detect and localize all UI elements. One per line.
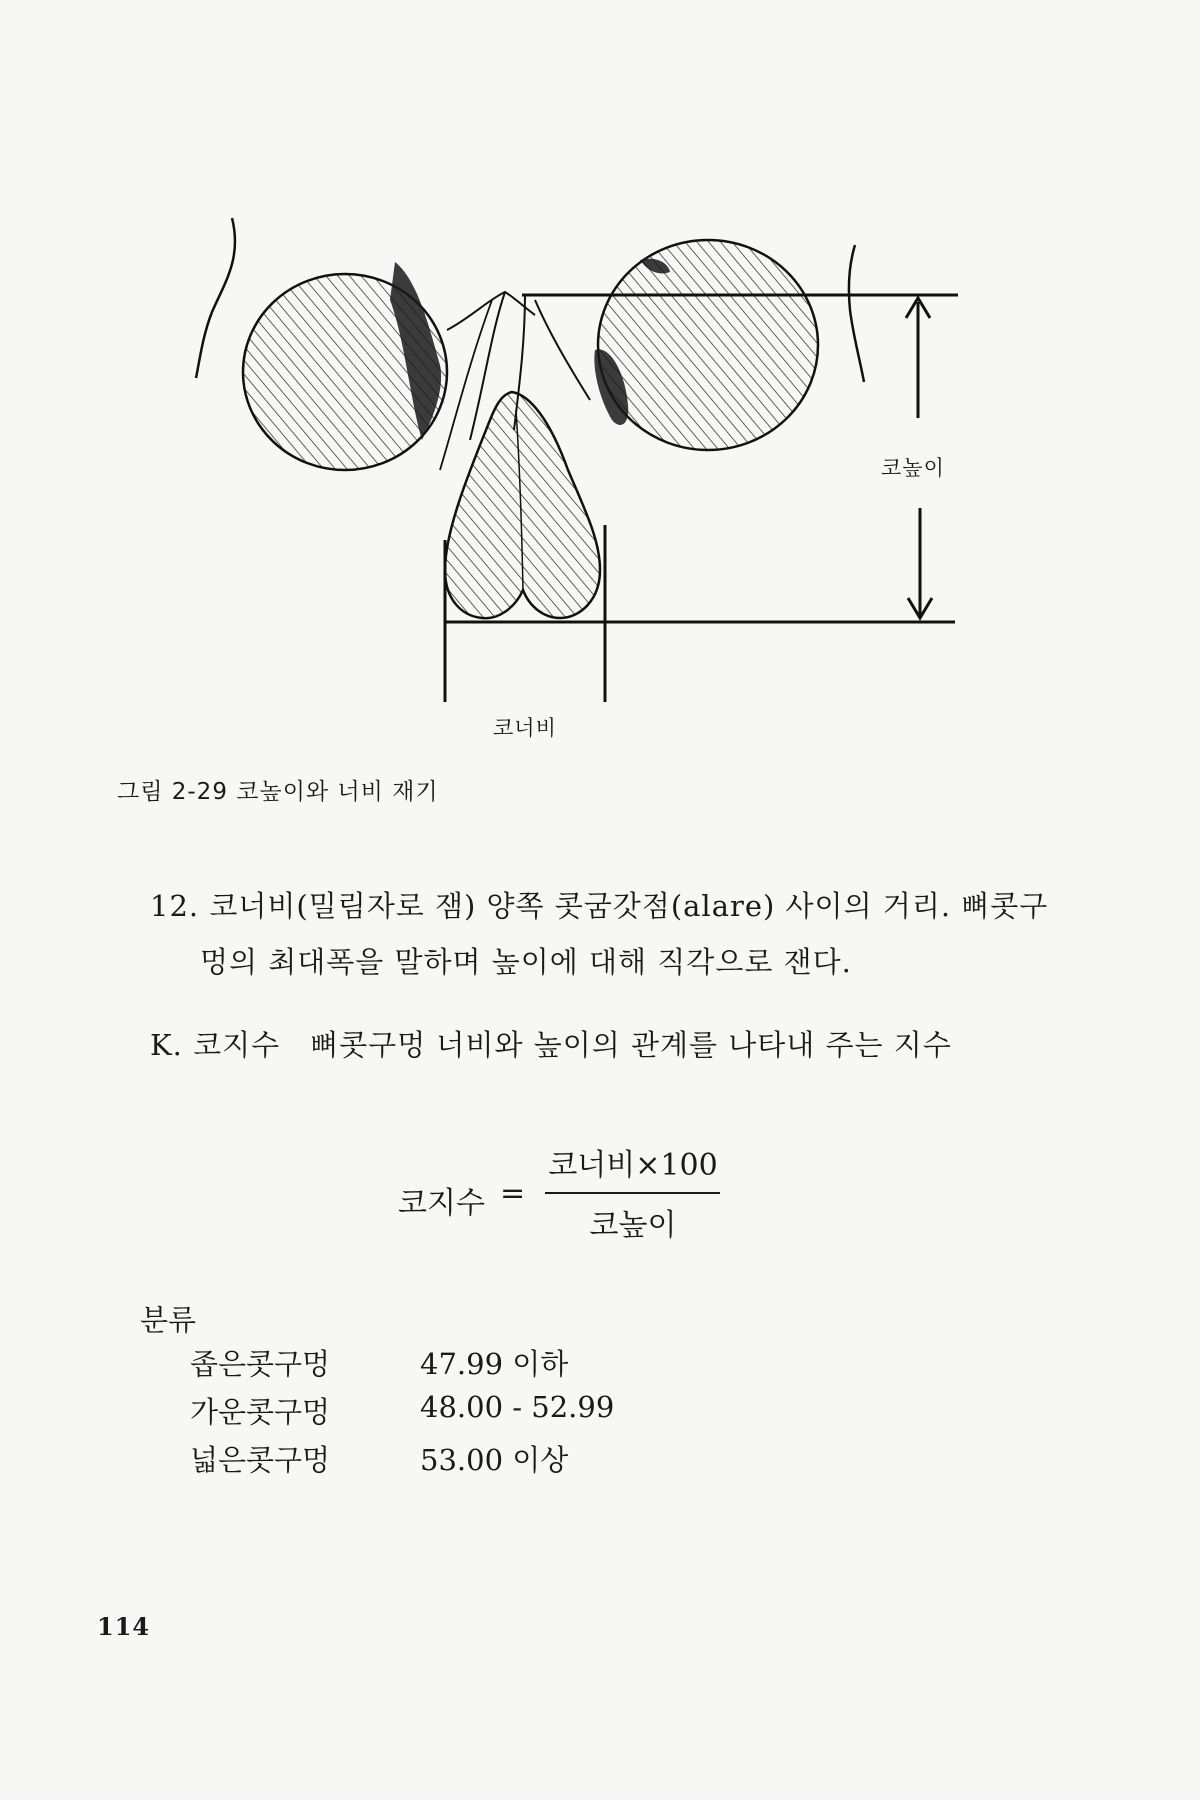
classification-range: 47.99 이하 xyxy=(420,1347,569,1381)
figure-caption: 그림 2-29 코높이와 너비 재기 xyxy=(117,779,439,805)
skull-nose-diagram xyxy=(0,0,1200,760)
right-skull-contour xyxy=(849,245,864,382)
classification-name: 가운콧구멍 xyxy=(190,1395,331,1429)
nose-measurement-figure xyxy=(0,0,1200,760)
classification-name: 좁은콧구멍 xyxy=(190,1347,331,1381)
item-12-line2: 멍의 최대폭을 말하며 높이에 대해 직각으로 잰다. xyxy=(200,945,852,979)
left-skull-contour xyxy=(196,218,235,378)
formula-equals: = xyxy=(500,1176,526,1211)
nose-width-label: 코너비 xyxy=(493,716,557,740)
section-k-label: K. 코지수 xyxy=(150,1028,281,1062)
item-12-line1: 코너비(밀림자로 잼) 양쪽 콧굼갓점(alare) 사이의 거리. 뼈콧구 xyxy=(209,889,1049,923)
classification-heading: 분류 xyxy=(140,1303,197,1337)
formula-denominator: 코높이 xyxy=(589,1208,677,1243)
right-orbit xyxy=(598,240,818,450)
formula-numerator: 코너비×100 xyxy=(548,1148,718,1183)
item-12-number: 12. xyxy=(150,889,200,923)
item-12-paragraph xyxy=(150,878,1050,990)
nasal-index-formula xyxy=(0,1140,1200,1250)
page-number: 114 xyxy=(97,1612,151,1641)
formula-fraction-bar xyxy=(545,1192,720,1194)
classification-range: 48.00 - 52.99 xyxy=(420,1390,615,1424)
section-k-description: 뼈콧구멍 너비와 높이의 관계를 나타내 주는 지수 xyxy=(310,1028,952,1062)
classification-name: 넓은콧구멍 xyxy=(190,1443,331,1477)
formula-lhs: 코지수 xyxy=(398,1186,485,1221)
nose-height-label: 코높이 xyxy=(881,456,945,480)
classification-range: 53.00 이상 xyxy=(420,1443,569,1477)
section-k xyxy=(150,1023,952,1064)
